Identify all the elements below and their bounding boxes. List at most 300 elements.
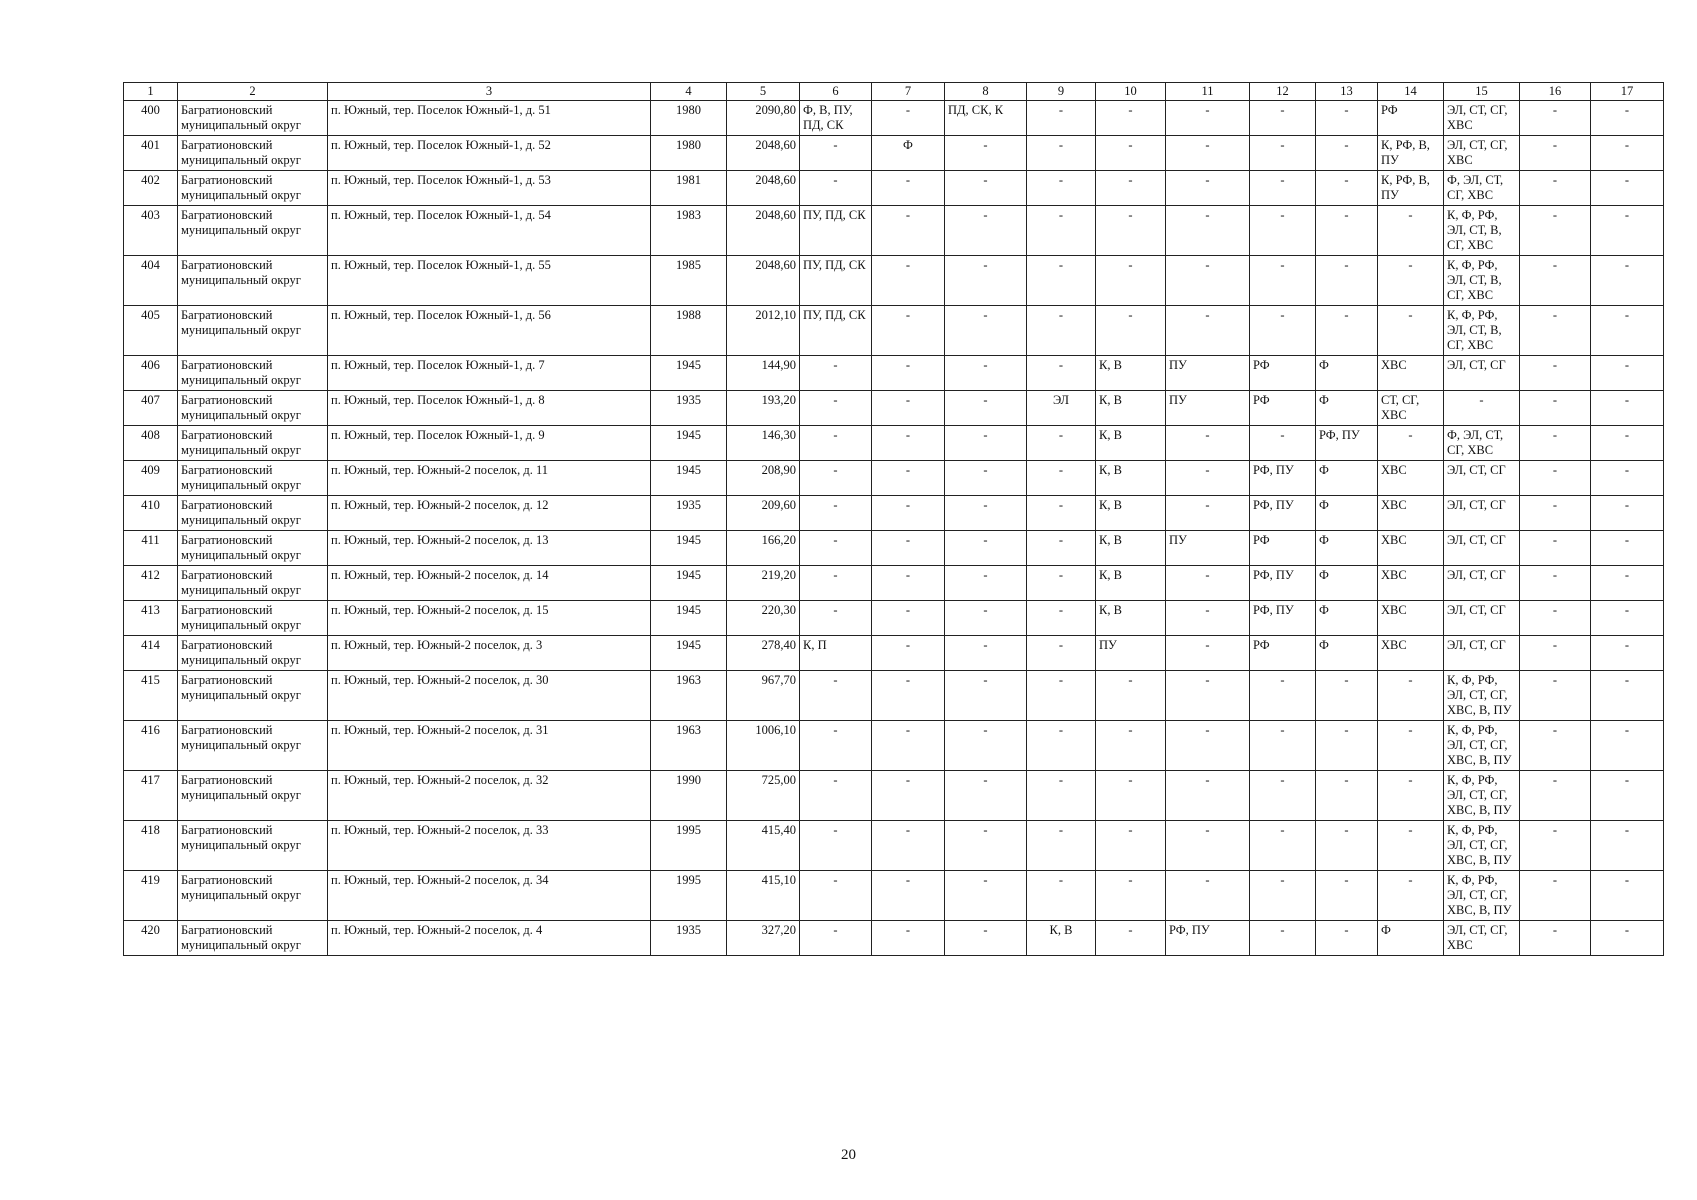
table-cell: РФ (1250, 531, 1316, 566)
table-cell: 146,30 (727, 426, 800, 461)
column-number: 17 (1591, 83, 1664, 101)
table-cell: - (1250, 771, 1316, 821)
table-cell: - (1027, 771, 1096, 821)
table-row (124, 136, 1664, 171)
table-cell: 413 (124, 601, 178, 636)
table-cell: - (1027, 426, 1096, 461)
table-cell: - (1591, 531, 1664, 566)
table-cell: п. Южный, тер. Южный-2 поселок, д. 3 (328, 636, 651, 671)
table-cell: РФ (1250, 356, 1316, 391)
table-cell: РФ (1378, 101, 1444, 136)
table-cell: - (1027, 671, 1096, 721)
table-cell: ПУ (1166, 531, 1250, 566)
table-cell: - (1591, 921, 1664, 956)
table-cell: 1935 (651, 496, 727, 531)
table-cell: К, П (800, 636, 872, 671)
table-cell: ХВС (1378, 636, 1444, 671)
table-cell: ЭЛ, СТ, СГ, ХВС (1444, 101, 1520, 136)
table-cell: п. Южный, тер. Южный-2 поселок, д. 31 (328, 721, 651, 771)
table-cell: - (872, 256, 945, 306)
column-number: 14 (1378, 83, 1444, 101)
table-cell: К, РФ, В, ПУ (1378, 136, 1444, 171)
table-row (124, 601, 1664, 636)
table-row (124, 101, 1664, 136)
table-cell: п. Южный, тер. Южный-2 поселок, д. 30 (328, 671, 651, 721)
table-cell: 327,20 (727, 921, 800, 956)
table-cell: 407 (124, 391, 178, 426)
table-cell: 166,20 (727, 531, 800, 566)
table-cell: Ф, ЭЛ, СТ, СГ, ХВС (1444, 171, 1520, 206)
table-cell: РФ, ПУ (1250, 566, 1316, 601)
table-cell: Ф (872, 136, 945, 171)
table-cell: 2048,60 (727, 206, 800, 256)
table-cell: К, Ф, РФ, ЭЛ, СТ, СГ, ХВС, В, ПУ (1444, 671, 1520, 721)
table-cell: - (1166, 306, 1250, 356)
table-cell: Ф (1316, 636, 1378, 671)
table-cell: - (1378, 871, 1444, 921)
column-number: 4 (651, 83, 727, 101)
table-cell: - (1378, 306, 1444, 356)
table-cell: - (1591, 671, 1664, 721)
table-cell: 408 (124, 426, 178, 461)
table-cell: К, Ф, РФ, ЭЛ, СТ, В, СГ, ХВС (1444, 306, 1520, 356)
table-cell: п. Южный, тер. Южный-2 поселок, д. 33 (328, 821, 651, 871)
table-cell: К, В (1027, 921, 1096, 956)
column-number: 13 (1316, 83, 1378, 101)
table-cell: - (945, 206, 1027, 256)
registry-sheet (123, 82, 1663, 956)
table-cell: - (1027, 821, 1096, 871)
table-cell: Багратионовский муниципальный округ (178, 871, 328, 921)
table-cell: - (945, 531, 1027, 566)
table-cell: 1945 (651, 601, 727, 636)
column-number: 6 (800, 83, 872, 101)
table-cell: - (1027, 496, 1096, 531)
table-cell: - (1316, 821, 1378, 871)
table-cell: Ф (1316, 601, 1378, 636)
table-cell: - (945, 256, 1027, 306)
table-row (124, 171, 1664, 206)
table-cell: - (1520, 356, 1591, 391)
table-cell: Багратионовский муниципальный округ (178, 636, 328, 671)
table-cell: - (1027, 136, 1096, 171)
column-number: 8 (945, 83, 1027, 101)
table-cell: РФ, ПУ (1250, 601, 1316, 636)
table-cell: п. Южный, тер. Южный-2 поселок, д. 14 (328, 566, 651, 601)
table-cell: - (1096, 306, 1166, 356)
table-cell: п. Южный, тер. Южный-2 поселок, д. 12 (328, 496, 651, 531)
table-cell: - (1378, 821, 1444, 871)
table-cell: Ф, ЭЛ, СТ, СГ, ХВС (1444, 426, 1520, 461)
table-cell: - (1520, 636, 1591, 671)
table-cell: - (1520, 206, 1591, 256)
table-cell: - (945, 426, 1027, 461)
table-cell: РФ, ПУ (1316, 426, 1378, 461)
table-cell: - (1520, 871, 1591, 921)
table-cell: 402 (124, 171, 178, 206)
table-cell: - (1166, 671, 1250, 721)
table-cell: - (1378, 256, 1444, 306)
table-cell: - (1316, 136, 1378, 171)
housing-registry-table (123, 82, 1664, 956)
table-cell: К, В (1096, 496, 1166, 531)
table-cell: 416 (124, 721, 178, 771)
table-row (124, 671, 1664, 721)
table-cell: - (1027, 531, 1096, 566)
table-cell: 2048,60 (727, 136, 800, 171)
table-cell: - (1027, 871, 1096, 921)
table-cell: - (800, 771, 872, 821)
table-cell: - (872, 101, 945, 136)
table-cell: РФ (1250, 391, 1316, 426)
table-cell: - (872, 426, 945, 461)
table-cell: п. Южный, тер. Поселок Южный-1, д. 7 (328, 356, 651, 391)
table-cell: Багратионовский муниципальный округ (178, 601, 328, 636)
table-cell: - (1591, 356, 1664, 391)
table-cell: - (1520, 306, 1591, 356)
table-cell: - (945, 391, 1027, 426)
table-cell: - (1027, 101, 1096, 136)
table-cell: 400 (124, 101, 178, 136)
table-cell: ЭЛ, СТ, СГ (1444, 496, 1520, 531)
table-cell: 1963 (651, 721, 727, 771)
table-cell: - (1591, 721, 1664, 771)
table-cell: - (1316, 871, 1378, 921)
table-cell: - (872, 356, 945, 391)
table-row (124, 921, 1664, 956)
table-cell: п. Южный, тер. Поселок Южный-1, д. 55 (328, 256, 651, 306)
table-cell: - (800, 871, 872, 921)
table-cell: - (1250, 306, 1316, 356)
table-cell: К, В (1096, 426, 1166, 461)
table-cell: п. Южный, тер. Поселок Южный-1, д. 56 (328, 306, 651, 356)
table-cell: - (1591, 136, 1664, 171)
table-cell: - (1027, 256, 1096, 306)
table-cell: - (1096, 671, 1166, 721)
table-cell: Багратионовский муниципальный округ (178, 671, 328, 721)
table-cell: - (800, 461, 872, 496)
table-cell: К, В (1096, 601, 1166, 636)
column-number: 1 (124, 83, 178, 101)
table-cell: 208,90 (727, 461, 800, 496)
table-cell: - (1316, 101, 1378, 136)
table-cell: - (872, 461, 945, 496)
table-cell: - (945, 821, 1027, 871)
table-cell: - (1520, 171, 1591, 206)
table-cell: - (945, 871, 1027, 921)
table-cell: К, Ф, РФ, ЭЛ, СТ, В, СГ, ХВС (1444, 256, 1520, 306)
table-cell: п. Южный, тер. Поселок Южный-1, д. 52 (328, 136, 651, 171)
table-cell: 412 (124, 566, 178, 601)
table-cell: - (1250, 101, 1316, 136)
table-cell: - (800, 426, 872, 461)
page-number: 20 (841, 1147, 856, 1163)
table-cell: ХВС (1378, 531, 1444, 566)
table-cell: - (1250, 256, 1316, 306)
table-cell: п. Южный, тер. Поселок Южный-1, д. 51 (328, 101, 651, 136)
table-cell: - (945, 306, 1027, 356)
table-cell: - (1444, 391, 1520, 426)
table-cell: - (1166, 206, 1250, 256)
table-cell: Багратионовский муниципальный округ (178, 566, 328, 601)
table-cell: 1963 (651, 671, 727, 721)
table-cell: - (1166, 636, 1250, 671)
table-cell: - (1250, 671, 1316, 721)
table-cell: 420 (124, 921, 178, 956)
table-cell: 220,30 (727, 601, 800, 636)
table-cell: - (872, 871, 945, 921)
table-cell: ПУ (1096, 636, 1166, 671)
table-cell: - (1520, 601, 1591, 636)
table-cell: п. Южный, тер. Южный-2 поселок, д. 34 (328, 871, 651, 921)
table-cell: - (945, 496, 1027, 531)
table-cell: РФ, ПУ (1250, 496, 1316, 531)
table-cell: - (872, 391, 945, 426)
table-row (124, 636, 1664, 671)
table-cell: Ф (1316, 391, 1378, 426)
table-cell: 415 (124, 671, 178, 721)
table-cell: 415,40 (727, 821, 800, 871)
table-cell: Ф (1316, 566, 1378, 601)
table-cell: - (800, 671, 872, 721)
table-cell: - (1250, 871, 1316, 921)
table-cell: - (800, 721, 872, 771)
table-cell: - (1166, 821, 1250, 871)
table-cell: ЭЛ (1027, 391, 1096, 426)
table-cell: - (1591, 636, 1664, 671)
table-cell: - (872, 921, 945, 956)
column-number: 15 (1444, 83, 1520, 101)
table-cell: - (1166, 461, 1250, 496)
table-cell: К, В (1096, 356, 1166, 391)
table-cell: ПУ, ПД, СК (800, 256, 872, 306)
table-cell: 278,40 (727, 636, 800, 671)
table-row (124, 771, 1664, 821)
table-cell: - (1520, 531, 1591, 566)
table-cell: - (1520, 426, 1591, 461)
table-cell: - (945, 771, 1027, 821)
table-cell: - (1166, 136, 1250, 171)
table-cell: 1981 (651, 171, 727, 206)
table-cell: п. Южный, тер. Южный-2 поселок, д. 13 (328, 531, 651, 566)
table-cell: 411 (124, 531, 178, 566)
table-cell: 1006,10 (727, 721, 800, 771)
table-cell: - (1250, 721, 1316, 771)
table-row (124, 871, 1664, 921)
table-cell: п. Южный, тер. Поселок Южный-1, д. 53 (328, 171, 651, 206)
table-cell: - (1250, 206, 1316, 256)
table-cell: - (1027, 601, 1096, 636)
table-cell: - (1520, 101, 1591, 136)
column-number: 7 (872, 83, 945, 101)
table-cell: ЭЛ, СТ, СГ, ХВС (1444, 921, 1520, 956)
table-cell: п. Южный, тер. Южный-2 поселок, д. 32 (328, 771, 651, 821)
table-cell: - (1316, 171, 1378, 206)
column-number: 9 (1027, 83, 1096, 101)
table-cell: 406 (124, 356, 178, 391)
table-cell: - (1378, 671, 1444, 721)
table-cell: - (1591, 206, 1664, 256)
table-cell: - (945, 356, 1027, 391)
table-cell: - (1250, 821, 1316, 871)
table-cell: Ф (1316, 461, 1378, 496)
table-cell: - (1316, 671, 1378, 721)
table-cell: 1988 (651, 306, 727, 356)
table-cell: Багратионовский муниципальный округ (178, 256, 328, 306)
table-cell: 2048,60 (727, 171, 800, 206)
table-row (124, 426, 1664, 461)
table-cell: 1985 (651, 256, 727, 306)
table-cell: Багратионовский муниципальный округ (178, 821, 328, 871)
table-cell: 2048,60 (727, 256, 800, 306)
table-cell: Ф, В, ПУ, ПД, СК (800, 101, 872, 136)
table-cell: 1945 (651, 461, 727, 496)
table-cell: 2090,80 (727, 101, 800, 136)
table-cell: 209,60 (727, 496, 800, 531)
table-row (124, 461, 1664, 496)
table-cell: ХВС (1378, 496, 1444, 531)
table-cell: 219,20 (727, 566, 800, 601)
table-cell: - (1027, 566, 1096, 601)
table-cell: - (800, 531, 872, 566)
table-cell: - (1520, 771, 1591, 821)
table-cell: - (1316, 771, 1378, 821)
table-cell: 1945 (651, 356, 727, 391)
table-cell: п. Южный, тер. Южный-2 поселок, д. 15 (328, 601, 651, 636)
table-cell: - (1166, 771, 1250, 821)
table-cell: Багратионовский муниципальный округ (178, 461, 328, 496)
table-cell: К, Ф, РФ, ЭЛ, СТ, СГ, ХВС, В, ПУ (1444, 871, 1520, 921)
table-cell: - (872, 496, 945, 531)
table-row (124, 566, 1664, 601)
column-number: 12 (1250, 83, 1316, 101)
table-cell: - (1096, 821, 1166, 871)
table-cell: - (1166, 601, 1250, 636)
table-cell: - (1250, 426, 1316, 461)
table-cell: К, РФ, В, ПУ (1378, 171, 1444, 206)
table-cell: - (1378, 206, 1444, 256)
table-cell: - (1027, 356, 1096, 391)
table-cell: 1945 (651, 426, 727, 461)
table-row (124, 391, 1664, 426)
table-cell: Багратионовский муниципальный округ (178, 306, 328, 356)
table-cell: 1995 (651, 871, 727, 921)
table-cell: 1980 (651, 101, 727, 136)
table-cell: 1945 (651, 636, 727, 671)
table-cell: - (1166, 101, 1250, 136)
table-cell: - (872, 206, 945, 256)
table-cell: ЭЛ, СТ, СГ (1444, 636, 1520, 671)
table-cell: - (1166, 871, 1250, 921)
table-cell: - (1316, 306, 1378, 356)
table-cell: 409 (124, 461, 178, 496)
table-cell: ЭЛ, СТ, СГ (1444, 566, 1520, 601)
table-cell: - (1316, 921, 1378, 956)
table-cell: - (800, 171, 872, 206)
table-cell: Багратионовский муниципальный округ (178, 721, 328, 771)
table-cell: К, Ф, РФ, ЭЛ, СТ, СГ, ХВС, В, ПУ (1444, 821, 1520, 871)
table-cell: - (1166, 171, 1250, 206)
table-cell: ПУ, ПД, СК (800, 306, 872, 356)
table-cell: - (945, 921, 1027, 956)
table-cell: - (1027, 171, 1096, 206)
table-cell: - (872, 171, 945, 206)
table-cell: - (800, 921, 872, 956)
table-cell: 2012,10 (727, 306, 800, 356)
table-cell: - (1591, 256, 1664, 306)
table-cell: - (1591, 871, 1664, 921)
table-cell: - (872, 601, 945, 636)
table-cell: - (1316, 256, 1378, 306)
table-cell: 415,10 (727, 871, 800, 921)
table-cell: - (800, 136, 872, 171)
table-cell: - (1166, 426, 1250, 461)
table-cell: Багратионовский муниципальный округ (178, 921, 328, 956)
table-cell: 1945 (651, 531, 727, 566)
table-cell: Ф (1316, 496, 1378, 531)
table-row (124, 496, 1664, 531)
column-number: 11 (1166, 83, 1250, 101)
table-cell: - (1378, 426, 1444, 461)
table-cell: - (1591, 306, 1664, 356)
table-cell: - (1166, 721, 1250, 771)
table-cell: К, Ф, РФ, ЭЛ, СТ, В, СГ, ХВС (1444, 206, 1520, 256)
table-cell: 1995 (651, 821, 727, 871)
table-cell: п. Южный, тер. Поселок Южный-1, д. 8 (328, 391, 651, 426)
table-cell: К, В (1096, 566, 1166, 601)
table-cell: п. Южный, тер. Южный-2 поселок, д. 4 (328, 921, 651, 956)
table-cell: п. Южный, тер. Поселок Южный-1, д. 54 (328, 206, 651, 256)
table-cell: ЭЛ, СТ, СГ (1444, 461, 1520, 496)
table-cell: - (800, 566, 872, 601)
table-cell: СТ, СГ, ХВС (1378, 391, 1444, 426)
table-cell: Багратионовский муниципальный округ (178, 136, 328, 171)
table-cell: - (872, 531, 945, 566)
table-cell: РФ (1250, 636, 1316, 671)
table-cell: РФ, ПУ (1166, 921, 1250, 956)
table-cell: 1980 (651, 136, 727, 171)
table-row (124, 306, 1664, 356)
table-cell: - (800, 821, 872, 871)
table-cell: - (1027, 636, 1096, 671)
table-cell: - (1520, 461, 1591, 496)
table-cell: К, В (1096, 531, 1166, 566)
table-cell: - (1591, 461, 1664, 496)
column-number: 3 (328, 83, 651, 101)
table-cell: п. Южный, тер. Южный-2 поселок, д. 11 (328, 461, 651, 496)
table-cell: - (1096, 871, 1166, 921)
table-cell: К, Ф, РФ, ЭЛ, СТ, СГ, ХВС, В, ПУ (1444, 721, 1520, 771)
table-cell: 418 (124, 821, 178, 871)
table-cell: - (800, 356, 872, 391)
table-cell: - (1096, 171, 1166, 206)
table-cell: 1935 (651, 921, 727, 956)
table-cell: - (945, 721, 1027, 771)
table-cell: - (1027, 721, 1096, 771)
table-cell: Багратионовский муниципальный округ (178, 531, 328, 566)
registry-body (124, 101, 1664, 956)
table-cell: - (1166, 496, 1250, 531)
table-cell: - (1096, 136, 1166, 171)
table-cell: Ф (1316, 356, 1378, 391)
table-cell: 193,20 (727, 391, 800, 426)
column-number: 16 (1520, 83, 1591, 101)
table-cell: - (945, 636, 1027, 671)
table-cell: РФ, ПУ (1250, 461, 1316, 496)
table-cell: - (1520, 721, 1591, 771)
table-cell: Багратионовский муниципальный округ (178, 771, 328, 821)
table-cell: - (1520, 256, 1591, 306)
